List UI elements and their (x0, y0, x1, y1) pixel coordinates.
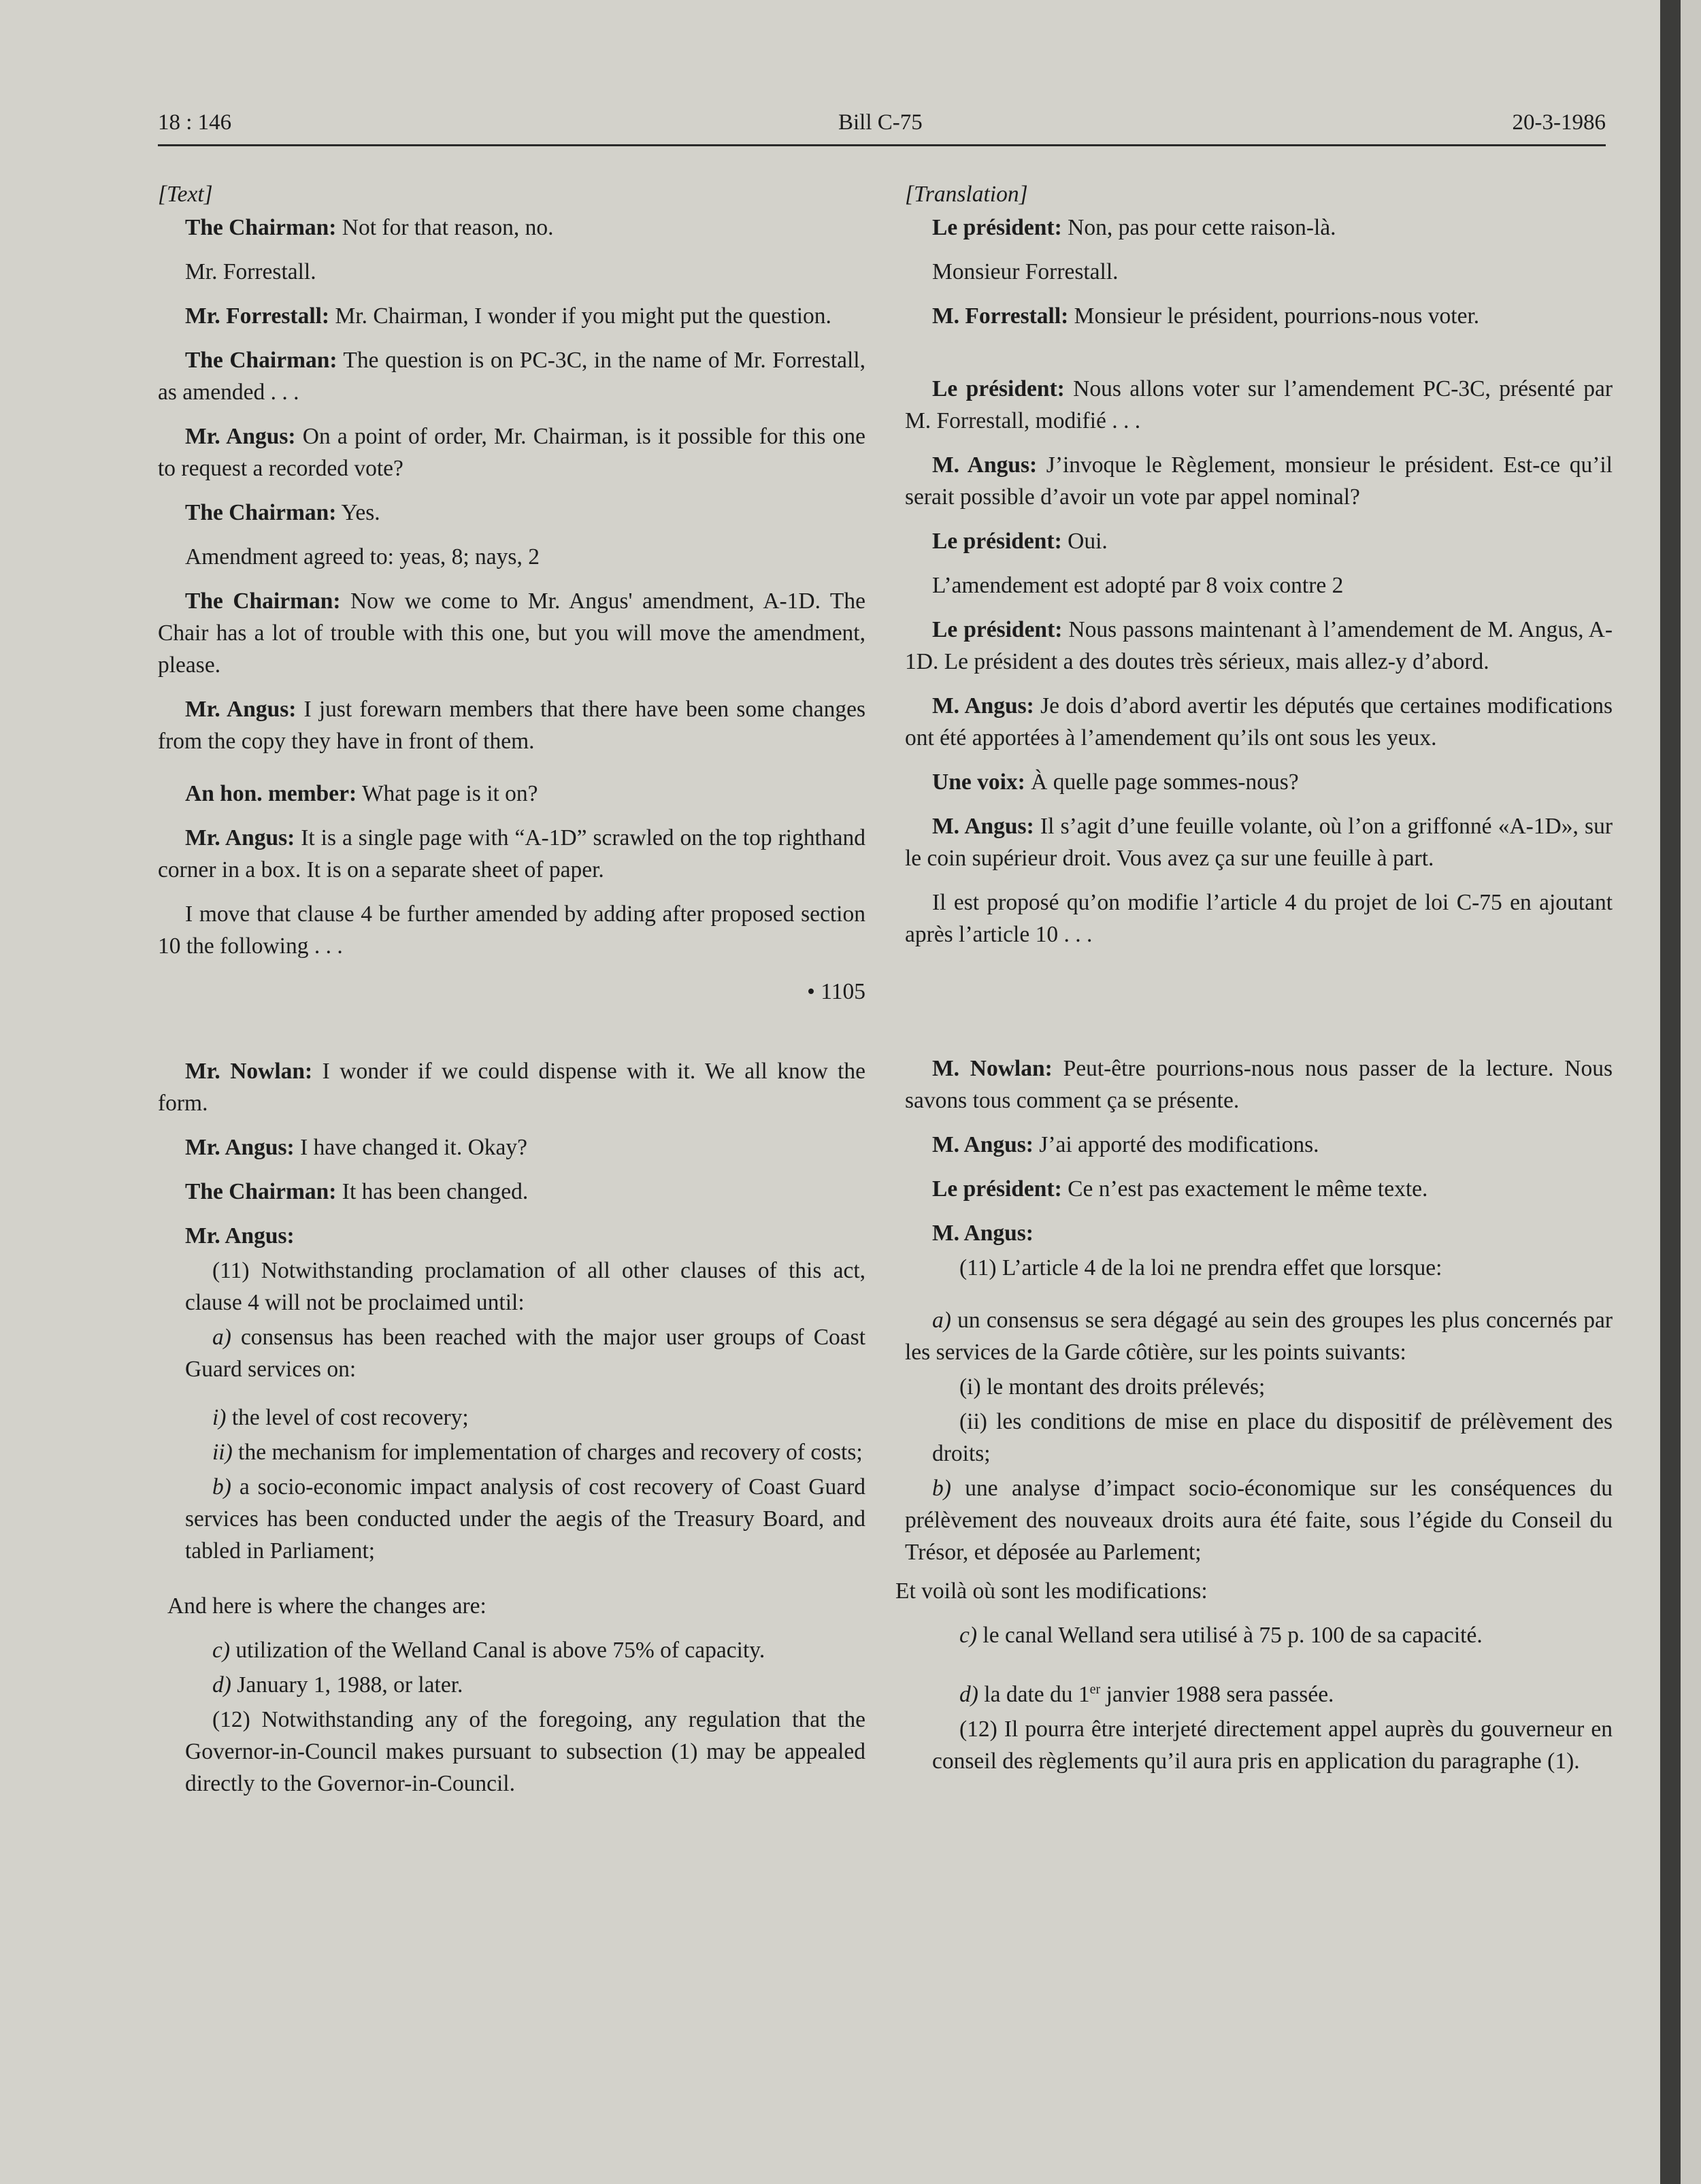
amendment-subitem: (ii) les conditions de mise en place du dispositif de prélèvement des droits; (932, 1409, 1613, 1466)
text-tag: [Text] (158, 182, 213, 207)
speaker: Le président: (932, 1176, 1062, 1202)
paragraph: Le président: Oui. (932, 529, 1108, 554)
speaker: The Chairman: (185, 589, 341, 614)
speaker: Mr. Angus: (185, 697, 297, 722)
speaker: Le président: (932, 215, 1062, 240)
paragraph: M. Nowlan: Peut-être pourrions-nous nous passer de la lecture. Nous savons tous comment ça se présente. (905, 1056, 1613, 1113)
speaker: Mr. Nowlan: (185, 1059, 313, 1084)
speaker: The Chairman: (185, 215, 337, 240)
bill-title: Bill C-75 (838, 110, 923, 135)
amendment-text: (11) L’article 4 de la loi ne prendra effet que lorsque: (959, 1255, 1442, 1280)
speaker: Le président: (932, 376, 1065, 401)
paragraph: The Chairman: Now we come to Mr. Angus' amendment, A-1D. The Chair has a lot of trouble with this one, but you will move the amendment, please. (158, 589, 865, 678)
french-column (895, 178, 1613, 1780)
amendment-item: c) utilization of the Welland Canal is above 75% of capacity. (212, 1638, 765, 1663)
paragraph: M. Angus: Il s’agit d’une feuille volante, où l’on a griffonné «A-1D», sur le coin supérieur droit. Vous avez ça sur une feuille à part. (905, 814, 1613, 871)
speaker: M. Angus: (932, 1221, 1034, 1246)
amendment-item: c) le canal Welland sera utilisé à 75 p. 100 de sa capacité. (959, 1623, 1483, 1648)
amendment-text: (12) Il pourra être interjeté directement appel auprès du gouverneur en conseil des règlements qu’il aura pris en application du paragraphe (1). (932, 1717, 1613, 1774)
page-date: 20-3-1986 (1512, 110, 1606, 135)
speaker: M. Angus: (932, 814, 1034, 839)
speaker: Mr. Angus: (185, 1135, 295, 1160)
paragraph: Amendment agreed to: yeas, 8; nays, 2 (185, 544, 540, 569)
paragraph: M. Angus: J’ai apporté des modifications. (932, 1132, 1319, 1157)
translation-tag: [Translation] (905, 182, 1028, 207)
scan-edge (1660, 0, 1681, 2184)
amendment-item: d) January 1, 1988, or later. (212, 1672, 463, 1698)
paragraph: Mr. Angus: On a point of order, Mr. Chairman, is it possible for this one to request a recorded vote? (158, 424, 865, 481)
speaker: Mr. Forrestall: (185, 303, 330, 329)
amendment-subitem: ii) the mechanism for implementation of charges and recovery of costs; (212, 1440, 863, 1465)
time-marker: • 1105 (807, 979, 865, 1004)
speaker: Mr. Angus: (185, 1223, 295, 1248)
paragraph: Le président: Ce n’est pas exactement le même texte. (932, 1176, 1428, 1202)
paragraph: An hon. member: What page is it on? (185, 781, 538, 806)
speaker: Une voix: (932, 770, 1025, 795)
paragraph (905, 1217, 1613, 1249)
paragraph (158, 1220, 865, 1252)
paragraph: Mr. Angus: It is a single page with “A-1D” scrawled on the top righthand corner in a box. It is on a separate sheet of paper. (158, 825, 865, 882)
paragraph: Il est proposé qu’on modifie l’article 4 du projet de loi C-75 en ajoutant après l’article 10 . . . (905, 890, 1613, 947)
amendment-item: b) une analyse d’impact socio-économique sur les conséquences du prélèvement des nouveaux droits aura été faite, sous l’égide du Conseil du Trésor, et déposée au Parlement; (905, 1476, 1613, 1565)
speaker: Le président: (932, 529, 1062, 554)
paragraph: M. Forrestall: Monsieur le président, pourrions-nous voter. (932, 303, 1480, 329)
speaker: An hon. member: (185, 781, 357, 806)
paragraph: Et voilà où sont les modifications: (895, 1578, 1208, 1604)
amendment-item: d) la date du 1er janvier 1988 sera passée. (959, 1681, 1334, 1707)
english-column (158, 178, 865, 1802)
paragraph: Mr. Forrestall: Mr. Chairman, I wonder if you might put the question. (185, 303, 831, 329)
paragraph: M. Angus: Je dois d’abord avertir les députés que certaines modifications ont été apportées à l’amendement qu’ils ont sous les yeux. (905, 693, 1613, 750)
page-header (158, 110, 1606, 144)
speaker: Le président: (932, 617, 1063, 642)
paragraph: Le président: Nous passons maintenant à l’amendement de M. Angus, A-1D. Le président a des doutes très sérieux, mais allez-y d’abord. (905, 617, 1613, 674)
amendment-subitem: i) the level of cost recovery; (212, 1405, 469, 1430)
speaker: The Chairman: (185, 1179, 337, 1204)
paragraph: The Chairman: Not for that reason, no. (185, 215, 554, 240)
paragraph: Le président: Non, pas pour cette raison-là. (932, 215, 1336, 240)
amendment-text: (11) Notwithstanding proclamation of all other clauses of this act, clause 4 will not be proclaimed until: (185, 1258, 865, 1315)
paragraph: The Chairman: Yes. (185, 500, 380, 525)
speaker: M. Angus: (932, 452, 1038, 478)
page-number: 18 : 146 (158, 110, 232, 135)
paragraph: L’amendement est adopté par 8 voix contre 2 (932, 573, 1344, 598)
paragraph: The Chairman: The question is on PC-3C, in the name of Mr. Forrestall, as amended . . . (158, 348, 865, 405)
paragraph: Mr. Forrestall. (185, 259, 316, 284)
speaker: The Chairman: (185, 500, 337, 525)
speaker: Mr. Angus: (185, 424, 296, 449)
speaker: M. Forrestall: (932, 303, 1069, 329)
paragraph: Mr. Angus: I have changed it. Okay? (185, 1135, 528, 1160)
paragraph: Mr. Nowlan: I wonder if we could dispense with it. We all know the form. (158, 1059, 865, 1116)
paragraph: Mr. Angus: I just forewarn members that there have been some changes from the copy they have in front of them. (158, 697, 865, 754)
paragraph: The Chairman: It has been changed. (185, 1179, 529, 1204)
amendment-text: (12) Notwithstanding any of the foregoing, any regulation that the Governor-in-Council makes pursuant to subsection (1) may be appealed directly to the Governor-in-Council. (185, 1707, 865, 1796)
amendment-item: b) a socio-economic impact analysis of cost recovery of Coast Guard services has been conducted under the aegis of the Treasury Board, and tabled in Parliament; (185, 1474, 865, 1563)
paragraph: Le président: Nous allons voter sur l’amendement PC-3C, présenté par M. Forrestall, modifié . . . (905, 376, 1613, 433)
speaker: Mr. Angus: (185, 825, 295, 850)
paragraph: I move that clause 4 be further amended by adding after proposed section 10 the following . . . (158, 901, 865, 959)
speaker: The Chairman: (185, 348, 337, 373)
amendment-subitem: (i) le montant des droits prélevés; (959, 1374, 1266, 1400)
speaker: M. Angus: (932, 693, 1034, 718)
speaker: M. Nowlan: (932, 1056, 1053, 1081)
amendment-item: a) un consensus se sera dégagé au sein des groupes les plus concernés par les services de la Garde côtière, sur les points suivants: (905, 1308, 1613, 1365)
amendment-item: a) consensus has been reached with the major user groups of Coast Guard services on: (185, 1325, 865, 1382)
paragraph: Monsieur Forrestall. (932, 259, 1119, 284)
header-rule (158, 144, 1606, 146)
paragraph: Une voix: À quelle page sommes-nous? (932, 770, 1299, 795)
speaker: M. Angus: (932, 1132, 1034, 1157)
paragraph: And here is where the changes are: (167, 1593, 486, 1619)
paragraph: M. Angus: J’invoque le Règlement, monsieur le président. Est-ce qu’il serait possible d’avoir un vote par appel nominal? (905, 452, 1613, 510)
